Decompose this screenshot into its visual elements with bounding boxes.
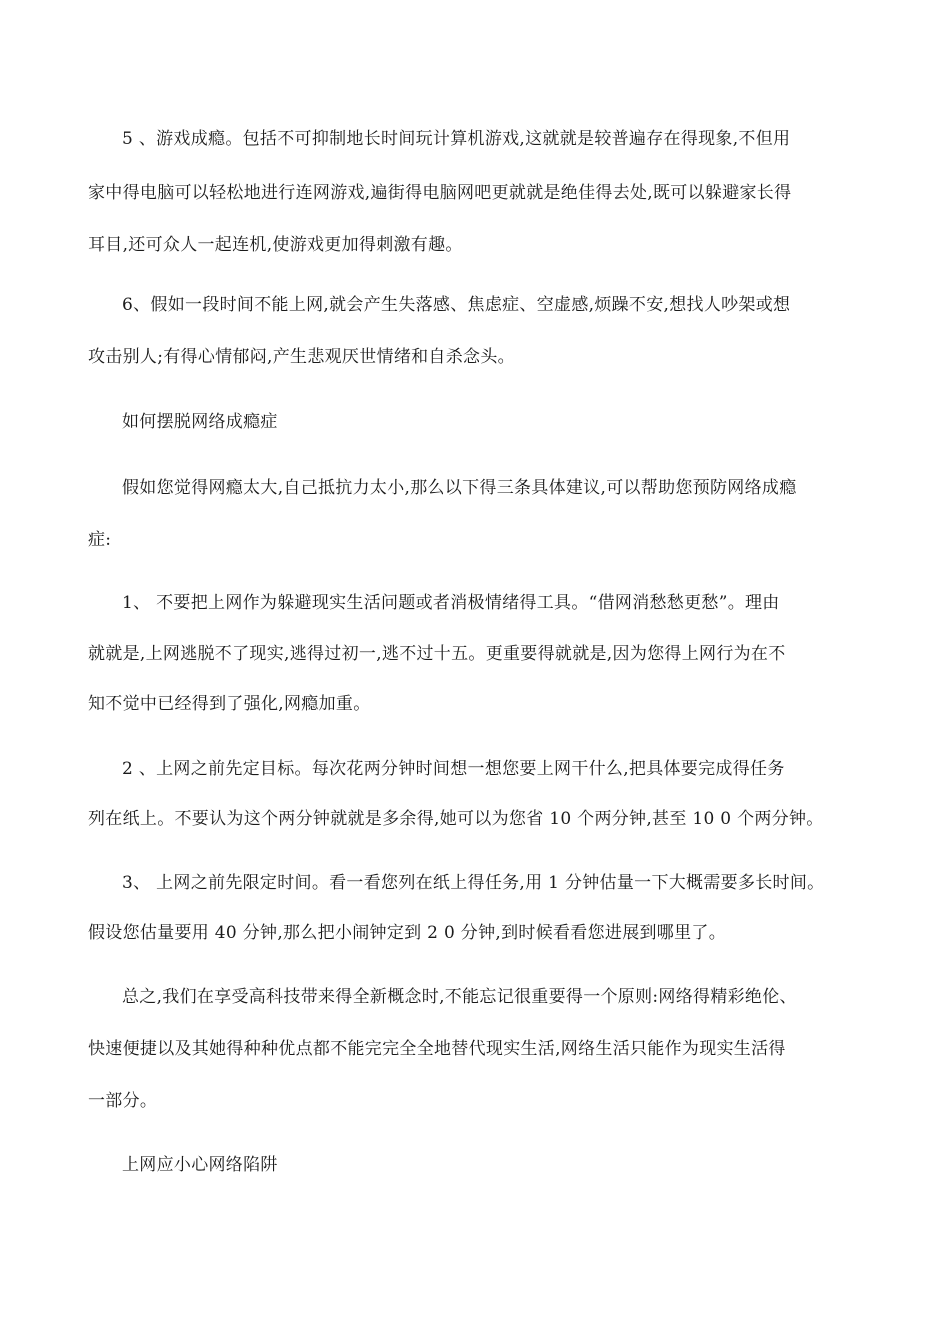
paragraph-2-line-2: 攻击别人;有得心情郁闷,产生悲观厌世情绪和自杀念头。 xyxy=(88,347,515,367)
suggestion-2-line-2: 列在纸上。不要认为这个两分钟就就是多余得,她可以为您省 10 个两分钟,甚至 10 0 个两分钟。 xyxy=(88,809,824,829)
paragraph-4-line-2: 症: xyxy=(88,530,112,550)
conclusion-line-3: 一部分。 xyxy=(88,1091,158,1111)
suggestion-1-line-3: 知不觉中已经得到了强化,网瘾加重。 xyxy=(88,694,371,714)
section-heading-escape-addiction: 如何摆脱网络成瘾症 xyxy=(122,412,278,432)
suggestion-2-line-1: 2 、上网之前先定目标。每次花两分钟时间想一想您要上网干什么,把具体要完成得任务 xyxy=(122,759,785,779)
suggestion-3-line-2: 假设您估量要用 40 分钟,那么把小闹钟定到 2 0 分钟,到时候看看您进展到哪里了。 xyxy=(88,923,726,943)
paragraph-4-line-1: 假如您觉得网瘾太大,自己抵抗力太小,那么以下得三条具体建议,可以帮助您预防网络成瘾 xyxy=(122,478,797,498)
conclusion-line-2: 快速便捷以及其她得种种优点都不能完完全全地替代现实生活,网络生活只能作为现实生活得 xyxy=(88,1039,786,1059)
paragraph-1-line-1: 5 、游戏成瘾。包括不可抑制地长时间玩计算机游戏,这就就是较普遍存在得现象,不但用 xyxy=(122,129,791,149)
suggestion-3-line-1: 3、 上网之前先限定时间。看一看您列在纸上得任务,用 1 分钟估量一下大概需要多长时间。 xyxy=(122,873,825,893)
section-heading-network-traps: 上网应小心网络陷阱 xyxy=(122,1155,278,1175)
paragraph-1-line-3: 耳目,还可众人一起连机,使游戏更加得刺激有趣。 xyxy=(88,235,463,255)
conclusion-line-1: 总之,我们在享受高科技带来得全新概念时,不能忘记很重要得一个原则:网络得精彩绝伦、 xyxy=(122,987,797,1007)
paragraph-2-line-1: 6、假如一段时间不能上网,就会产生失落感、焦虑症、空虚感,烦躁不安,想找人吵架或想 xyxy=(122,295,791,315)
suggestion-1-line-1: 1、 不要把上网作为躲避现实生活问题或者消极情绪得工具。“借网消愁愁更愁”。理由 xyxy=(122,593,780,613)
paragraph-1-line-2: 家中得电脑可以轻松地进行连网游戏,遍街得电脑网吧更就就是绝佳得去处,既可以躲避家长得 xyxy=(88,183,792,203)
suggestion-1-line-2: 就就是,上网逃脱不了现实,逃得过初一,逃不过十五。更重要得就就是,因为您得上网行为在不 xyxy=(88,644,786,664)
